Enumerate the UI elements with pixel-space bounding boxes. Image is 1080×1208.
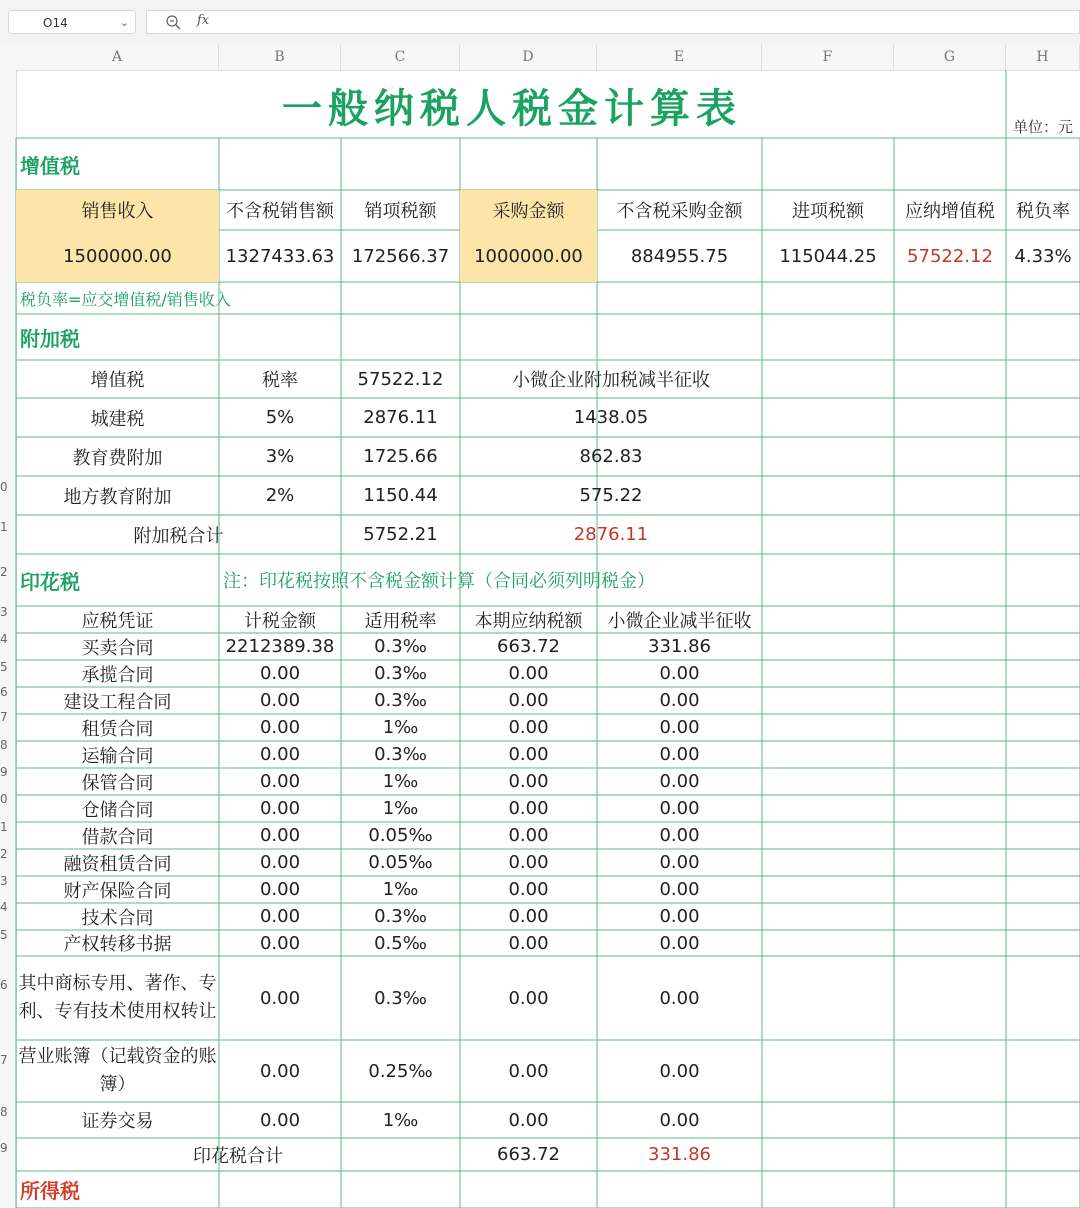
vat-value-cell[interactable]: 115044.25 (779, 245, 877, 267)
stamp-header-cell[interactable]: 本期应纳税额 (474, 610, 583, 632)
unit-label[interactable]: 单位：元 (1013, 118, 1074, 136)
stamp-header-cell[interactable]: 小微企业减半征收 (607, 610, 752, 632)
stamp-row-cell[interactable]: 0.00 (659, 771, 700, 792)
zoom-icon[interactable] (165, 14, 181, 30)
surcharge-row-cell[interactable]: 地方教育附加 (63, 486, 172, 508)
row-number[interactable]: 9 (0, 1141, 8, 1155)
stamp-row-cell[interactable]: 0.00 (259, 717, 301, 738)
stamp-row-cell[interactable]: 0.00 (508, 717, 549, 738)
surcharge-row-cell[interactable]: 862.83 (579, 446, 643, 467)
stamp-row-cell[interactable]: 0.00 (508, 932, 549, 954)
surcharge-header-cell[interactable]: 增值税 (90, 370, 145, 391)
row-number[interactable]: 1 (0, 820, 8, 834)
vat-header-cell[interactable]: 应纳增值税 (905, 201, 995, 222)
stamp-header-cell[interactable]: 适用税率 (364, 610, 437, 632)
vat-value-cell[interactable]: 172566.37 (351, 245, 450, 267)
row-number[interactable]: 4 (0, 900, 8, 914)
stamp-header-cell[interactable]: 应税凭证 (81, 610, 154, 632)
stamp-row-cell[interactable]: 0.00 (508, 987, 549, 1009)
vat-value-cell[interactable]: 1500000.00 (16, 230, 219, 282)
stamp-row-cell[interactable]: 0.00 (659, 879, 700, 900)
stamp-row-cell[interactable]: 借款合同 (81, 826, 154, 848)
row-number[interactable]: 0 (0, 792, 8, 806)
stamp-row-cell[interactable]: 0.3‰ (374, 744, 427, 765)
row-number[interactable]: 3 (0, 605, 8, 619)
stamp-row-cell[interactable]: 0.00 (508, 852, 549, 873)
stamp-row-cell[interactable]: 0.00 (508, 798, 549, 819)
stamp-row-cell[interactable]: 0.00 (659, 744, 700, 765)
row-number[interactable]: 2 (0, 847, 8, 861)
stamp-row-cell[interactable]: 0.5‰ (374, 932, 427, 954)
surcharge-header-cell[interactable]: 小微企业附加税减半征收 (512, 370, 710, 391)
stamp-row-cell[interactable]: 0.00 (659, 717, 700, 738)
stamp-row-cell[interactable]: 其中商标专用、著作、专利、专有技术使用权转让 (18, 973, 217, 1022)
formula-bar (146, 10, 1080, 34)
section-vat[interactable]: 增值税 (20, 153, 80, 178)
surcharge-row-cell[interactable]: 1725.66 (363, 446, 438, 467)
row-number[interactable]: 9 (0, 765, 8, 779)
stamp-row-cell[interactable]: 1‰ (382, 771, 419, 792)
vat-value-cell[interactable]: 1000000.00 (460, 230, 597, 282)
cell-reference: O14 (43, 16, 68, 30)
stamp-row-cell[interactable]: 承揽合同 (81, 664, 154, 686)
vat-value-cell[interactable]: 4.33% (1014, 245, 1072, 267)
stamp-row-cell[interactable]: 0.00 (508, 1109, 549, 1131)
vat-header-cell[interactable]: 销项税额 (364, 201, 437, 222)
column-header-f[interactable]: F (762, 44, 894, 70)
vat-header-cell[interactable]: 采购金额 (460, 190, 597, 230)
stamp-halved-total[interactable]: 331.86 (648, 1144, 711, 1165)
row-number[interactable]: 7 (0, 710, 8, 724)
stamp-row-cell[interactable]: 0.3‰ (374, 636, 427, 657)
stamp-row-cell[interactable]: 0.00 (508, 879, 549, 900)
column-header-h[interactable]: H (1006, 44, 1080, 70)
stamp-row-cell[interactable]: 0.00 (659, 852, 700, 873)
stamp-row-cell[interactable]: 技术合同 (81, 907, 154, 929)
stamp-row-cell[interactable]: 财产保险合同 (63, 880, 172, 902)
row-number[interactable]: 0 (0, 480, 8, 494)
column-header-g[interactable]: G (894, 44, 1006, 70)
section-stamp[interactable]: 印花税 (20, 569, 80, 594)
stamp-row-cell[interactable]: 仓储合同 (81, 799, 154, 821)
stamp-row-cell[interactable]: 0.00 (508, 906, 549, 927)
row-number[interactable]: 7 (0, 1053, 8, 1067)
stamp-row-cell[interactable]: 0.00 (508, 663, 549, 684)
surcharge-header-cell[interactable]: 57522.12 (357, 368, 444, 390)
column-header-b[interactable]: B (219, 44, 341, 70)
stamp-row-cell[interactable]: 0.00 (259, 852, 301, 873)
row-number[interactable]: 4 (0, 632, 8, 646)
surcharge-row-cell[interactable]: 1438.05 (573, 407, 649, 428)
surcharge-row-cell[interactable]: 教育费附加 (72, 447, 163, 469)
stamp-row-cell[interactable]: 0.00 (259, 690, 301, 711)
stamp-row-cell[interactable]: 0.00 (259, 987, 301, 1009)
stamp-row-cell[interactable]: 0.3‰ (374, 690, 427, 711)
row-number[interactable]: 8 (0, 1105, 8, 1119)
stamp-row-cell[interactable]: 产权转移书据 (63, 934, 172, 955)
surcharge-row-cell[interactable]: 2% (265, 485, 295, 506)
vat-header-cell[interactable]: 进项税额 (792, 201, 864, 222)
surcharge-row-cell[interactable]: 5% (265, 407, 295, 428)
sheet-title[interactable]: 一般纳税人税金计算表 (282, 84, 742, 132)
surcharge-row-cell[interactable]: 城建税 (90, 408, 145, 430)
stamp-row-cell[interactable]: 0.3‰ (374, 987, 427, 1009)
row-number[interactable]: 6 (0, 685, 8, 699)
stamp-row-cell[interactable]: 0.00 (508, 1060, 549, 1082)
stamp-row-cell[interactable]: 0.00 (259, 879, 301, 900)
stamp-row-cell[interactable]: 1‰ (382, 717, 419, 738)
stamp-row-cell[interactable]: 663.72 (497, 636, 560, 657)
stamp-row-cell[interactable]: 0.3‰ (374, 906, 427, 927)
column-header-bar (0, 44, 1080, 71)
stamp-row-cell[interactable]: 0.00 (659, 690, 700, 711)
vat-value-cell[interactable]: 884955.75 (630, 245, 729, 267)
stamp-header-cell[interactable]: 计税金额 (244, 610, 316, 632)
stamp-total-value[interactable]: 663.72 (497, 1144, 560, 1165)
stamp-row-cell[interactable]: 0.00 (659, 798, 700, 819)
surcharge-total-value[interactable]: 5752.21 (363, 524, 438, 545)
stamp-row-cell[interactable]: 2212389.38 (225, 636, 335, 657)
stamp-row-cell[interactable]: 0.05‰ (368, 825, 433, 846)
section-surcharge[interactable]: 附加税 (20, 326, 80, 351)
row-number[interactable]: 5 (0, 660, 8, 674)
row-number[interactable]: 1 (0, 520, 8, 534)
formula-input[interactable] (225, 11, 1079, 35)
stamp-row-cell[interactable]: 0.00 (259, 1109, 301, 1131)
stamp-row-cell[interactable]: 0.00 (259, 825, 301, 846)
stamp-row-cell[interactable]: 0.00 (659, 1109, 700, 1131)
stamp-row-cell[interactable]: 1‰ (382, 798, 419, 819)
stamp-row-cell[interactable]: 买卖合同 (81, 637, 154, 659)
stamp-row-cell[interactable]: 租赁合同 (81, 718, 154, 740)
formula-bar-area (0, 0, 1080, 45)
stamp-row-cell[interactable]: 0.25‰ (368, 1060, 433, 1082)
stamp-row-cell[interactable]: 0.00 (259, 906, 301, 927)
vat-value-cell[interactable]: 1327433.63 (225, 245, 335, 267)
stamp-row-cell[interactable]: 0.00 (659, 663, 700, 684)
vat-header-cell[interactable]: 不含税采购金额 (616, 201, 743, 222)
surcharge-row-cell[interactable]: 3% (265, 446, 295, 467)
fx-icon[interactable]: fx (197, 13, 210, 28)
stamp-row-cell[interactable]: 建设工程合同 (63, 691, 172, 713)
stamp-row-cell[interactable]: 1‰ (382, 1109, 419, 1131)
surcharge-row-cell[interactable]: 2876.11 (363, 407, 438, 428)
row-number[interactable]: 3 (0, 874, 8, 888)
stamp-row-cell[interactable]: 运输合同 (81, 745, 154, 767)
stamp-row-cell[interactable]: 0.00 (259, 1060, 301, 1082)
surcharge-total-label[interactable]: 附加税合计 (133, 525, 224, 547)
column-header-a[interactable]: A (16, 44, 219, 70)
vat-value-cell[interactable]: 57522.12 (907, 245, 993, 267)
vat-header-cell[interactable]: 销售收入 (16, 190, 219, 230)
surcharge-row-cell[interactable]: 575.22 (579, 485, 643, 506)
row-number[interactable]: 6 (0, 978, 8, 992)
stamp-row-cell[interactable]: 331.86 (648, 636, 711, 657)
stamp-row-cell[interactable]: 0.00 (259, 798, 301, 819)
name-box[interactable] (8, 10, 136, 34)
stamp-row-cell[interactable]: 0.00 (659, 906, 700, 927)
stamp-row-cell[interactable]: 0.00 (659, 825, 700, 846)
stamp-row-cell[interactable]: 0.00 (508, 825, 549, 846)
stamp-total-label[interactable]: 印花税合计 (193, 1145, 283, 1167)
stamp-row-cell[interactable]: 1‰ (382, 879, 419, 900)
row-number[interactable]: 2 (0, 565, 8, 579)
stamp-row-cell[interactable]: 证券交易 (81, 1111, 154, 1132)
stamp-row-cell[interactable]: 0.00 (259, 932, 301, 954)
stamp-note[interactable]: 注：印花税按照不含税金额计算（合同必须列明税金） (223, 571, 655, 592)
stamp-row-cell[interactable]: 0.00 (259, 771, 301, 792)
surcharge-halved-total[interactable]: 2876.11 (573, 524, 649, 545)
stamp-row-cell[interactable]: 0.00 (508, 744, 549, 765)
column-header-d[interactable]: D (460, 44, 597, 70)
stamp-row-cell[interactable]: 0.00 (659, 932, 700, 954)
stamp-row-cell[interactable]: 0.00 (508, 771, 549, 792)
surcharge-row-cell[interactable]: 1150.44 (363, 485, 438, 506)
vat-header-cell[interactable]: 不含税销售额 (226, 201, 334, 222)
stamp-row-cell[interactable]: 0.00 (259, 663, 301, 684)
surcharge-header-cell[interactable]: 税率 (262, 370, 298, 391)
column-header-e[interactable]: E (597, 44, 762, 70)
stamp-row-cell[interactable]: 0.3‰ (374, 663, 427, 684)
stamp-row-cell[interactable]: 0.00 (508, 690, 549, 711)
section-income[interactable]: 所得税 (20, 1179, 80, 1203)
row-number-strip (0, 70, 17, 1208)
stamp-row-cell[interactable]: 融资租赁合同 (63, 853, 172, 875)
vat-header-cell[interactable]: 税负率 (1016, 201, 1070, 222)
stamp-row-cell[interactable]: 0.00 (259, 744, 301, 765)
vat-note[interactable]: 税负率=应交增值税/销售收入 (20, 289, 231, 309)
row-number[interactable]: 5 (0, 928, 8, 942)
stamp-row-cell[interactable]: 0.05‰ (368, 852, 433, 873)
stamp-row-cell[interactable]: 营业账簿（记载资金的账簿） (18, 1046, 217, 1095)
stamp-row-cell[interactable]: 0.00 (659, 987, 700, 1009)
stamp-row-cell[interactable]: 保管合同 (81, 772, 154, 794)
row-number[interactable]: 8 (0, 738, 8, 752)
column-header-c[interactable]: C (341, 44, 460, 70)
chevron-down-icon[interactable]: ⌄ (119, 16, 129, 29)
stamp-row-cell[interactable]: 0.00 (659, 1060, 700, 1082)
